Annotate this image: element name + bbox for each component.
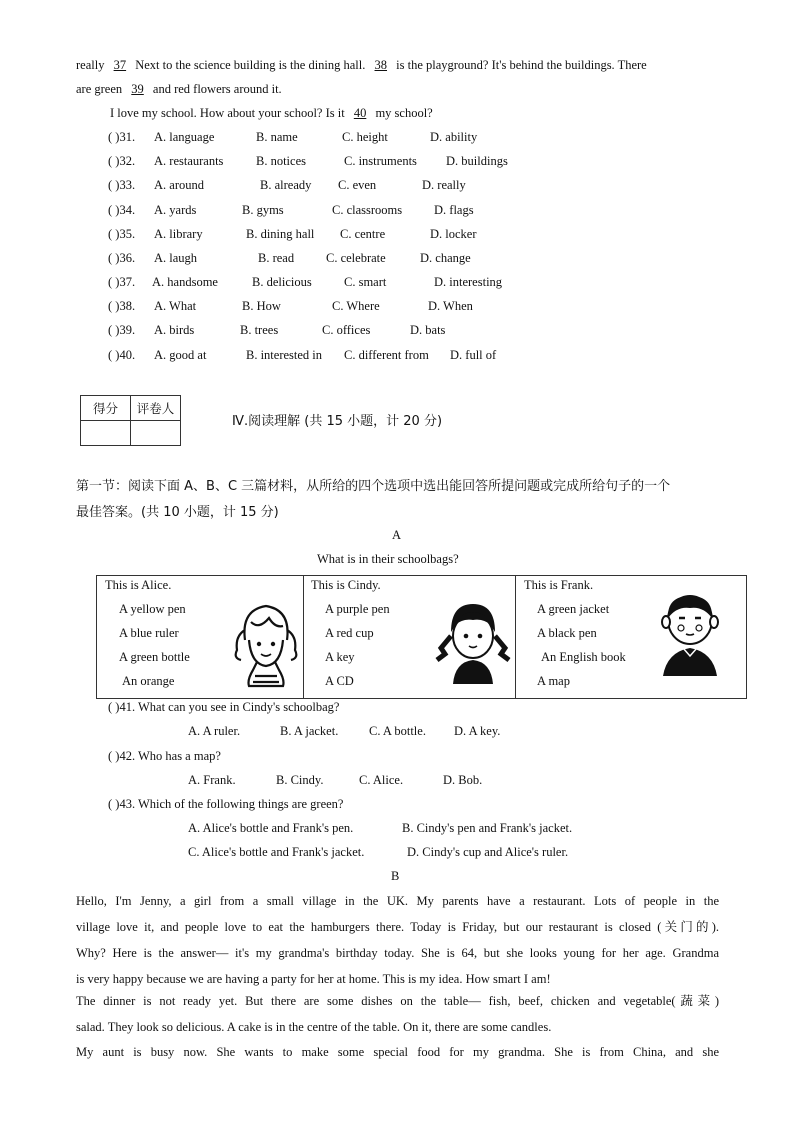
question-number: ( )33. (108, 178, 136, 192)
answer-option[interactable]: C. offices (322, 323, 371, 337)
answer-option[interactable]: B. How (242, 299, 281, 313)
answer-option[interactable]: A. language (154, 130, 215, 144)
answer-option[interactable]: A. good at (154, 348, 207, 362)
answer-option[interactable]: D. bats (410, 323, 446, 337)
cindy-item: A red cup (325, 626, 374, 640)
answer-option[interactable]: B. trees (240, 323, 279, 337)
frank-item: A map (537, 674, 570, 688)
question-43-stem: ( )43. Which of the following things are green? (108, 797, 344, 811)
question-42-option[interactable]: D. Bob. (443, 773, 483, 787)
answer-option[interactable]: B. name (256, 130, 298, 144)
question-42-option[interactable]: A. Frank. (188, 773, 236, 787)
answer-option[interactable]: D. locker (430, 227, 477, 241)
frank-item: A green jacket (537, 602, 610, 616)
passage-b-paragraph-1 (76, 888, 719, 992)
question-number: ( )39. (108, 323, 136, 337)
answer-option[interactable]: C. instruments (344, 154, 417, 168)
grader-header: 评卷人 (131, 396, 181, 421)
paragraph-line: My aunt is busy now. She wants to make some special food for my grandma. She is from China, and she (76, 1045, 719, 1059)
cindy-item: A key (325, 650, 355, 664)
paragraph-line: The dinner is not ready yet. But there are some dishes on the table— fish, beef, chicken and vegetable(蔬菜) (76, 994, 719, 1008)
score-header: 得分 (81, 396, 131, 421)
cloze-line-3: I love my school. How about your school? Is it 40 my school? (110, 106, 433, 120)
passage-a-letter: A (392, 528, 402, 542)
answer-option[interactable]: D. change (420, 251, 471, 265)
paragraph-line: village love it, and people love to eat the hamburgers there. Today is Friday, but our restaurant is closed (关门的). (76, 920, 719, 934)
schoolbag-table (96, 575, 747, 699)
question-43-option[interactable]: A. Alice's bottle and Frank's pen. (188, 821, 354, 835)
question-number: ( )38. (108, 299, 136, 313)
question-number: ( )34. (108, 203, 136, 217)
answer-option[interactable]: B. already (260, 178, 312, 192)
question-41-stem: ( )41. What can you see in Cindy's schoolbag? (108, 700, 340, 714)
answer-option[interactable]: C. even (338, 178, 377, 192)
section-title: Ⅳ.阅读理解 (共 15 小题，计 20 分) (232, 414, 443, 429)
cindy-drawing (431, 596, 515, 686)
question-42-stem: ( )42. Who has a map? (108, 749, 221, 763)
alice-item: A yellow pen (119, 602, 186, 616)
passage-b-paragraph-2 (76, 988, 719, 1040)
score-table (80, 395, 181, 446)
cindy-item: A CD (325, 674, 354, 688)
cindy-intro: This is Cindy. (311, 578, 381, 592)
passage-b-letter: B (391, 869, 400, 883)
answer-option[interactable]: D. flags (434, 203, 474, 217)
cindy-item: A purple pen (325, 602, 390, 616)
answer-option[interactable]: B. delicious (252, 275, 312, 289)
frank-item: A black pen (537, 626, 597, 640)
instruction-line-2: 最佳答案。(共 10 小题，计 15 分) (76, 505, 279, 520)
answer-option[interactable]: A. restaurants (154, 154, 224, 168)
answer-option[interactable]: A. laugh (154, 251, 198, 265)
question-number: ( )31. (108, 130, 136, 144)
question-41-option[interactable]: A. A ruler. (188, 724, 241, 738)
blank-40: 40 (353, 106, 367, 120)
answer-option[interactable]: B. read (258, 251, 295, 265)
question-number: ( )35. (108, 227, 136, 241)
instruction-line-1: 第一节：阅读下面 A、B、C 三篇材料，从所给的四个选项中选出能回答所提问题或完成所给句子的一个 (76, 479, 671, 494)
answer-option[interactable]: B. gyms (242, 203, 284, 217)
alice-item: A green bottle (119, 650, 190, 664)
answer-option[interactable]: C. smart (344, 275, 387, 289)
question-43-option[interactable]: C. Alice's bottle and Frank's jacket. (188, 845, 365, 859)
question-43-option[interactable]: D. Cindy's cup and Alice's ruler. (407, 845, 569, 859)
question-number: ( )32. (108, 154, 136, 168)
answer-option[interactable]: D. really (422, 178, 466, 192)
passage-a-title: What is in their schoolbags? (317, 552, 459, 566)
grader-cell[interactable] (131, 421, 181, 446)
answer-option[interactable]: A. handsome (152, 275, 218, 289)
cloze-line-1: really 37 Next to the science building is the dining hall. 38 is the playground? It's behind the buildings. There (76, 58, 647, 72)
question-42-option[interactable]: B. Cindy. (276, 773, 324, 787)
answer-option[interactable]: C. centre (340, 227, 386, 241)
answer-option[interactable]: C. classrooms (332, 203, 403, 217)
answer-option[interactable]: C. Where (332, 299, 380, 313)
answer-option[interactable]: B. dining hall (246, 227, 315, 241)
paragraph-line: salad. They look so delicious. A cake is in the centre of the table. On it, there are some candles. (76, 1020, 552, 1034)
alice-item: An orange (122, 674, 175, 688)
question-41-option[interactable]: C. A bottle. (369, 724, 426, 738)
answer-option[interactable]: B. notices (256, 154, 306, 168)
question-number: ( )36. (108, 251, 136, 265)
paragraph-line: Why? Here is the answer— it's my grandma's birthday today. She is 64, but she looks young for her age. Grandma (76, 946, 719, 960)
blank-37: 37 (113, 58, 127, 72)
frank-intro: This is Frank. (524, 578, 594, 592)
alice-drawing (229, 600, 303, 688)
answer-option[interactable]: D. When (428, 299, 473, 313)
blank-39: 39 (131, 82, 144, 96)
question-43-option[interactable]: B. Cindy's pen and Frank's jacket. (402, 821, 573, 835)
answer-option[interactable]: C. different from (344, 348, 429, 362)
question-41-option[interactable]: D. A key. (454, 724, 501, 738)
answer-option[interactable]: D. full of (450, 348, 497, 362)
answer-option[interactable]: A. What (154, 299, 197, 313)
answer-option[interactable]: B. interested in (246, 348, 323, 362)
answer-option[interactable]: D. interesting (434, 275, 503, 289)
answer-option[interactable]: A. around (154, 178, 204, 192)
answer-option[interactable]: C. celebrate (326, 251, 386, 265)
answer-option[interactable]: A. yards (154, 203, 197, 217)
answer-option[interactable]: A. library (154, 227, 203, 241)
question-number: ( )40. (108, 348, 136, 362)
paragraph-line: is very happy because we are having a party for her at home. This is my idea. How smart I am! (76, 972, 551, 986)
frank-drawing (657, 592, 723, 676)
alice-item: A blue ruler (119, 626, 179, 640)
question-41-option[interactable]: B. A jacket. (280, 724, 339, 738)
answer-option[interactable]: D. ability (430, 130, 478, 144)
passage-b-paragraph-3 (76, 1039, 719, 1065)
alice-intro: This is Alice. (105, 578, 172, 592)
score-cell[interactable] (81, 421, 131, 446)
paragraph-line: Hello, I'm Jenny, a girl from a small village in the UK. My parents have a restaurant. Lots of people in the (76, 894, 719, 908)
frank-item: An English book (541, 650, 626, 664)
question-number: ( )37. (108, 275, 136, 289)
blank-38: 38 (374, 58, 388, 72)
cloze-line-2: are green 39 and red flowers around it. (76, 82, 282, 96)
question-42-option[interactable]: C. Alice. (359, 773, 404, 787)
answer-option[interactable]: A. birds (154, 323, 195, 337)
answer-option[interactable]: D. buildings (446, 154, 508, 168)
answer-option[interactable]: C. height (342, 130, 388, 144)
